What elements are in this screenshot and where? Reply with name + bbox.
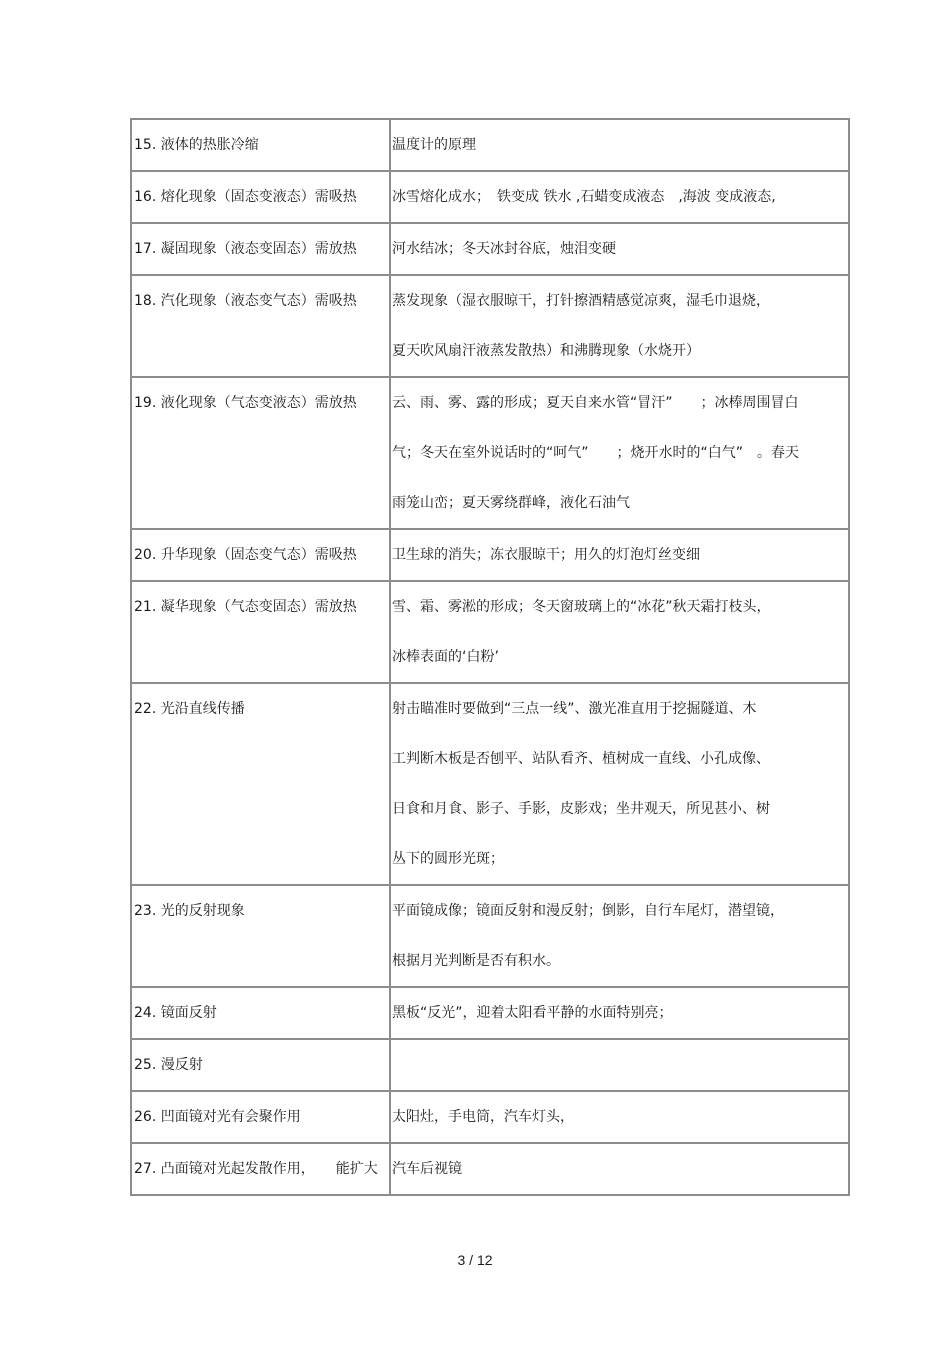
table-row (131, 275, 849, 377)
example-line: 太阳灶，手电筒，汽车灯头， (392, 1109, 574, 1125)
example-cell (390, 987, 849, 1039)
term-cell (131, 885, 390, 987)
table-row (131, 1039, 849, 1091)
term-cell (131, 171, 390, 223)
example-line: 冰雪熔化成水； 铁变成 铁水 ,石蜡变成液态 ,海波 变成液态, (392, 189, 776, 205)
notes-table (130, 118, 850, 1196)
term-text: 26. 凹面镜对光有会聚作用 (134, 1109, 301, 1125)
example-line: 雪、霜、雾淞的形成；冬天窗玻璃上的“冰花”秋天霜打枝头， (392, 599, 771, 615)
term-cell (131, 1039, 390, 1091)
term-cell (131, 377, 390, 529)
example-line: 射击瞄准时要做到“三点一线”、激光准直用于挖掘隧道、木 (392, 701, 757, 717)
example-line: 温度计的原理 (392, 137, 476, 153)
example-cell (390, 529, 849, 581)
term-cell (131, 119, 390, 171)
notes-table-container (130, 118, 848, 1196)
notes-table-body (131, 119, 849, 1195)
term-cell (131, 275, 390, 377)
term-text: 21. 凝华现象（气态变固态）需放热 (134, 599, 357, 615)
term-cell (131, 987, 390, 1039)
example-line (391, 1040, 848, 1090)
example-cell (390, 119, 849, 171)
term-text: 19. 液化现象（气态变液态）需放热 (134, 395, 357, 411)
term-text: 16. 熔化现象（固态变液态）需吸热 (134, 189, 357, 205)
table-row (131, 171, 849, 223)
example-line: 冰棒表面的‘白粉’ (392, 649, 499, 665)
term-text: 15. 液体的热胀冷缩 (134, 137, 259, 153)
example-line: 蒸发现象（湿衣服晾干，打针擦酒精感觉凉爽，湿毛巾退烧， (392, 293, 770, 309)
table-row (131, 1091, 849, 1143)
table-row (131, 119, 849, 171)
example-line: 气；冬天在室外说话时的“呵气” ；烧开水时的“白气” 。春天 (392, 445, 800, 461)
example-line: 工判断木板是否刨平、站队看齐、植树成一直线、小孔成像、 (392, 751, 770, 767)
example-line: 汽车后视镜 (392, 1161, 462, 1177)
example-cell (390, 581, 849, 683)
example-cell (390, 1091, 849, 1143)
example-line: 平面镜成像；镜面反射和漫反射；倒影，自行车尾灯，潜望镜， (392, 903, 784, 919)
example-cell (390, 885, 849, 987)
example-line: 夏天吹风扇汗液蒸发散热）和沸腾现象（水烧开） (392, 343, 700, 359)
table-row (131, 377, 849, 529)
term-cell (131, 1091, 390, 1143)
table-row (131, 987, 849, 1039)
term-cell (131, 1143, 390, 1195)
page-number: 3 / 12 (457, 1252, 493, 1268)
table-row (131, 683, 849, 885)
example-line: 日食和月食、影子、手影，皮影戏；坐井观天，所见甚小、树 (392, 801, 770, 817)
example-cell (390, 275, 849, 377)
term-text: 20. 升华现象（固态变气态）需吸热 (134, 547, 357, 563)
term-text: 22. 光沿直线传播 (134, 701, 245, 717)
example-line: 根据月光判断是否有积水。 (392, 953, 560, 969)
example-line: 云、雨、雾、露的形成；夏天自来水管“冒汗” ；冰棒周围冒白 (392, 395, 799, 411)
term-text: 18. 汽化现象（液态变气态）需吸热 (134, 293, 357, 309)
example-line: 卫生球的消失；冻衣服晾干；用久的灯泡灯丝变细 (392, 547, 700, 563)
example-line: 丛下的圆形光斑； (392, 851, 504, 867)
example-cell (390, 1143, 849, 1195)
term-text: 27. 凸面镜对光起发散作用， 能扩大 (134, 1161, 378, 1177)
example-cell (390, 171, 849, 223)
table-row (131, 529, 849, 581)
term-text: 25. 漫反射 (134, 1057, 203, 1073)
term-text: 24. 镜面反射 (134, 1005, 217, 1021)
example-line: 雨笼山峦；夏天雾绕群峰，液化石油气 (392, 495, 630, 511)
term-text: 23. 光的反射现象 (134, 903, 245, 919)
table-row (131, 1143, 849, 1195)
table-row (131, 885, 849, 987)
example-cell (390, 223, 849, 275)
example-cell (390, 377, 849, 529)
example-line: 黑板“反光”，迎着太阳看平静的水面特别亮； (392, 1005, 673, 1021)
table-row (131, 581, 849, 683)
example-line: 河水结冰；冬天冰封谷底，烛泪变硬 (392, 241, 616, 257)
term-cell (131, 683, 390, 885)
term-cell (131, 223, 390, 275)
term-text: 17. 凝固现象（液态变固态）需放热 (134, 241, 357, 257)
table-row (131, 223, 849, 275)
example-cell (390, 683, 849, 885)
term-cell (131, 581, 390, 683)
example-cell (390, 1039, 849, 1091)
term-cell (131, 529, 390, 581)
